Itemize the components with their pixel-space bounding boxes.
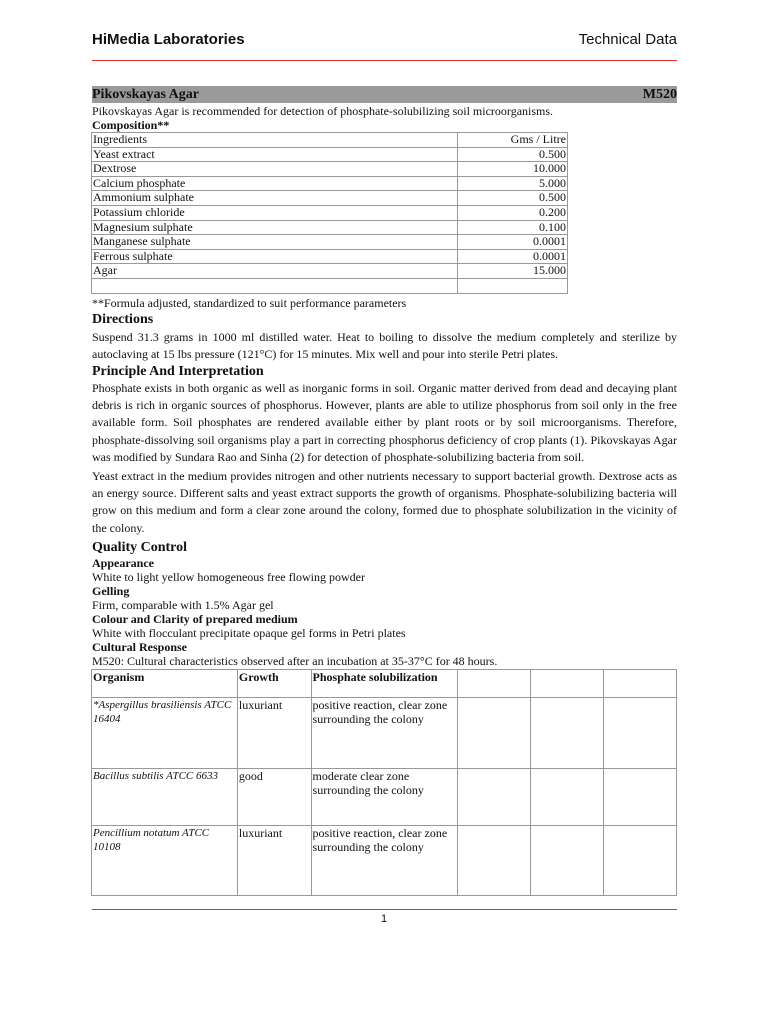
colour-label: Colour and Clarity of prepared medium [92,612,298,626]
ingredient-value: 0.200 [458,205,568,220]
ingredient-value: 0.500 [458,147,568,162]
composition-heading: Composition** [92,118,170,132]
ingredient-value: 0.500 [458,191,568,206]
footer-divider [92,909,677,910]
table-row [92,264,568,279]
product-name: Pikovskayas Agar [92,87,199,102]
colour-value: White with flocculant precipitate opaque gel forms in Petri plates [92,626,406,640]
page-number: 1 [380,913,388,925]
ingredient-name: Agar [92,264,458,279]
ingredient-name: Ferrous sulphate [92,249,458,264]
table-row [92,147,568,162]
principle-paragraph-2: Yeast extract in the medium provides nitrogen and other nutrients necessary to support bacterial growth. Dextrose acts as an energy source. Different salts and yeast extract supports the growth of organisms. Phosphate-solubilizing bacteria will grow on this medium and form a clear zone around the colony, formed due to phosphate solubilization in the vicinity of the colony. [92,469,677,535]
ingredient-name: Manganese sulphate [92,235,458,250]
ingredient-value: 15.000 [458,264,568,279]
product-intro: Pikovskayas Agar is recommended for detection of phosphate-solubilizing soil microorganisms. [92,104,554,118]
product-code: M520 [642,87,677,102]
composition-footnote: **Formula adjusted, standardized to suit performance parameters [92,296,407,310]
col-organism: Organism [92,670,238,698]
organism-name: Pencillium notatum ATCC 10108 [92,826,238,896]
composition-table [91,132,568,294]
growth-value: luxuriant [237,826,311,896]
table-row [92,220,568,235]
growth-value: luxuriant [237,698,311,769]
appearance-label: Appearance [92,556,154,570]
product-title-bar [92,86,677,103]
table-row [92,249,568,264]
table-row [92,235,568,250]
growth-value: good [237,769,311,826]
table-row [92,769,677,826]
ingredient-value: 10.000 [458,162,568,177]
empty-row [92,278,568,293]
ingredient-value: 0.0001 [458,235,568,250]
ingredient-value: 5.000 [458,176,568,191]
ingredient-value: 0.100 [458,220,568,235]
composition-header-row [92,133,568,148]
ingredient-value: 0.0001 [458,249,568,264]
cultural-label: Cultural Response [92,640,188,654]
ingredient-name: Yeast extract [92,147,458,162]
page-header [92,31,677,53]
org-header-row [92,670,677,698]
col-phosphate: Phosphate solubilization [311,670,457,698]
principle-heading: Principle And Interpretation [92,364,264,379]
ingredient-name: Calcium phosphate [92,176,458,191]
table-row [92,162,568,177]
company-name: HiMedia Laboratories [92,31,245,48]
qc-heading: Quality Control [92,540,188,555]
directions-text: Suspend 31.3 grams in 1000 ml distilled water. Heat to boiling to dissolve the medium completely and sterilize by autoclaving at 15 lbs pressure (121°C) for 15 minutes. Mix well and pour into sterile Petri plates. [92,330,677,362]
table-row [92,176,568,191]
col-unit: Gms / Litre [458,133,568,148]
col-growth: Growth [237,670,311,698]
table-row [92,191,568,206]
principle-paragraph-1: Phosphate exists in both organic as well as inorganic forms in soil. Organic matter derived from dead and decaying plant debris is rich in organic sources of phosphorus. However, plants are able to utilize phosphorus from soil only in the free available form. Soil phosphates are rendered available either by plant roots or by soil microorganisms. Therefore, phosphate-dissolving soil organisms play a part in correcting phosphorus deficiency of crop plants (1). Pikovskayas Agar was modified by Sundara Rao and Sinha (2) for detection of phosphate-solubilizing bacteria from soil. [92,381,677,464]
phosphate-value: positive reaction, clear zone surrounding the colony [311,826,457,896]
organism-name: *Aspergillus brasiliensis ATCC 16404 [92,698,238,769]
cultural-value: M520: Cultural characteristics observed after an incubation at 35-37°C for 48 hours. [92,654,498,668]
gelling-label: Gelling [92,584,130,598]
col-ingredients: Ingredients [92,133,458,148]
table-row [92,205,568,220]
table-row [92,698,677,769]
organism-name: Bacillus subtilis ATCC 6633 [92,769,238,826]
phosphate-value: positive reaction, clear zone surrounding the colony [311,698,457,769]
phosphate-value: moderate clear zone surrounding the colony [311,769,457,826]
cultural-response-table [91,669,677,896]
ingredient-name: Potassium chloride [92,205,458,220]
header-divider [92,60,677,61]
appearance-value: White to light yellow homogeneous free flowing powder [92,570,365,584]
gelling-value: Firm, comparable with 1.5% Agar gel [92,598,274,612]
ingredient-name: Ammonium sulphate [92,191,458,206]
table-row [92,826,677,896]
ingredient-name: Dextrose [92,162,458,177]
document-type: Technical Data [578,31,677,48]
ingredient-name: Magnesium sulphate [92,220,458,235]
directions-heading: Directions [92,312,154,327]
